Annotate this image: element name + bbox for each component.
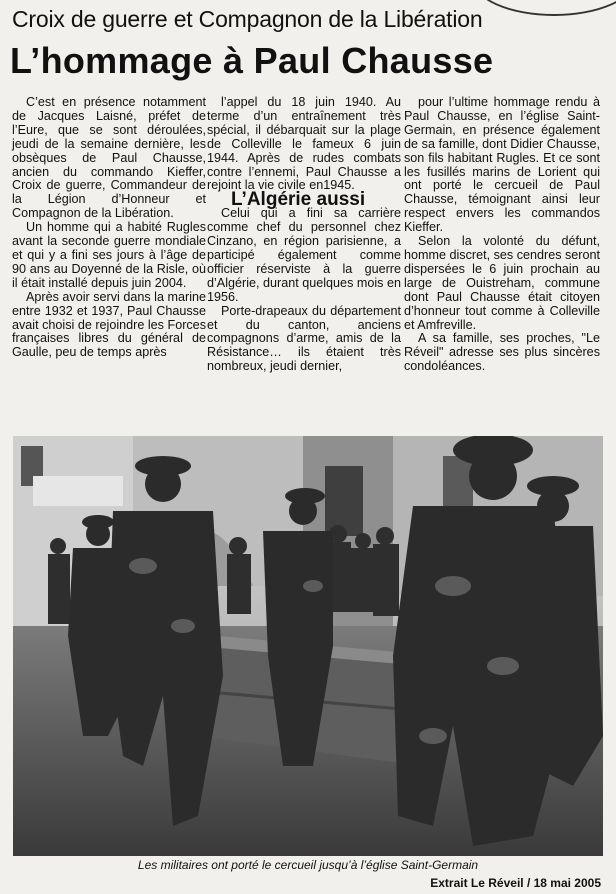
article-column-1 xyxy=(12,96,206,360)
photo-caption: Les militaires ont porté le cercueil jusqu’à l’église Saint-Germain xyxy=(137,858,479,872)
article-column-3 xyxy=(404,96,600,374)
paragraph: Celui qui a fini sa carrière comme chef du personnel chez Cinzano, en région parisienne, a participé également comme officier réserviste à la guerre d’Algérie, durant quelques mois en 1956. xyxy=(207,206,401,304)
article-kicker: Croix de guerre et Compagnon de la Libération xyxy=(12,6,483,32)
article-headline: L’hommage à Paul Chausse xyxy=(10,40,494,81)
paragraph: l’appel du 18 juin 1940. Au terme d’un entraînement très spécial, il débarquait sur la plage de Colleville le fameux 6 juin 1944. Après de rudes combats contre l’ennemi, Paul Chausse a rejoint la vie civile en1945. xyxy=(207,95,401,193)
paragraph: Un homme qui a habité Rugles avant la seconde guerre mondiale et qui y a fini ses jours à l’âge de 90 ans au Doyenné de la Risle, où il était installé depuis juin 2004. xyxy=(12,220,206,290)
source-credit: Extrait Le Réveil / 18 mai 2005 xyxy=(430,876,601,890)
article-column-2 xyxy=(207,96,401,374)
paragraph: C’est en présence notamment de Jacques Laisné, préfet de l’Eure, que se sont déroulées, jeudi de la semaine dernière, les obsèques de Paul Chausse, ancien du commando Kieffer, Croix de guerre, Commandeur de la Légion d’Honneur et Compagnon de la Libération. xyxy=(12,95,206,221)
paragraph: Porte-drapeaux du département et du canton, anciens compagnons d’arme, amis de la Résistance… ils étaient très nombreux, jeudi dernier, xyxy=(207,303,401,374)
paragraph: pour l’ultime hommage rendu à Paul Chausse, en l’église Saint-Germain, en présence également de sa famille, dont Didier Chausse, son fils habitant Rugles. Et ce sont les fusillés marins de Lorient qui ont porté le cercueil de Paul Chausse, témoignant ainsi leur respect envers les commandos Kieffer. xyxy=(404,95,600,235)
paragraph: Selon la volonté du défunt, homme discret, ses cendres seront dispersées le 6 juin prochain au large de Ouistreham, commune dont Paul Chausse était citoyen d’honneur tout comme à Colleville et Amfreville. xyxy=(404,234,600,332)
section-subhead: L’Algérie aussi xyxy=(231,189,366,211)
page-corner-arc xyxy=(472,0,616,16)
paragraph: Après avoir servi dans la marine entre 1932 et 1937, Paul Chausse avait choisi de rejoindre les Forces françaises libres du général de Gaulle, peu de temps après xyxy=(12,289,206,360)
funeral-photo xyxy=(13,436,603,856)
paragraph: A sa famille, ses proches, "Le Réveil" adresse ses plus sincères condoléances. xyxy=(404,331,600,374)
